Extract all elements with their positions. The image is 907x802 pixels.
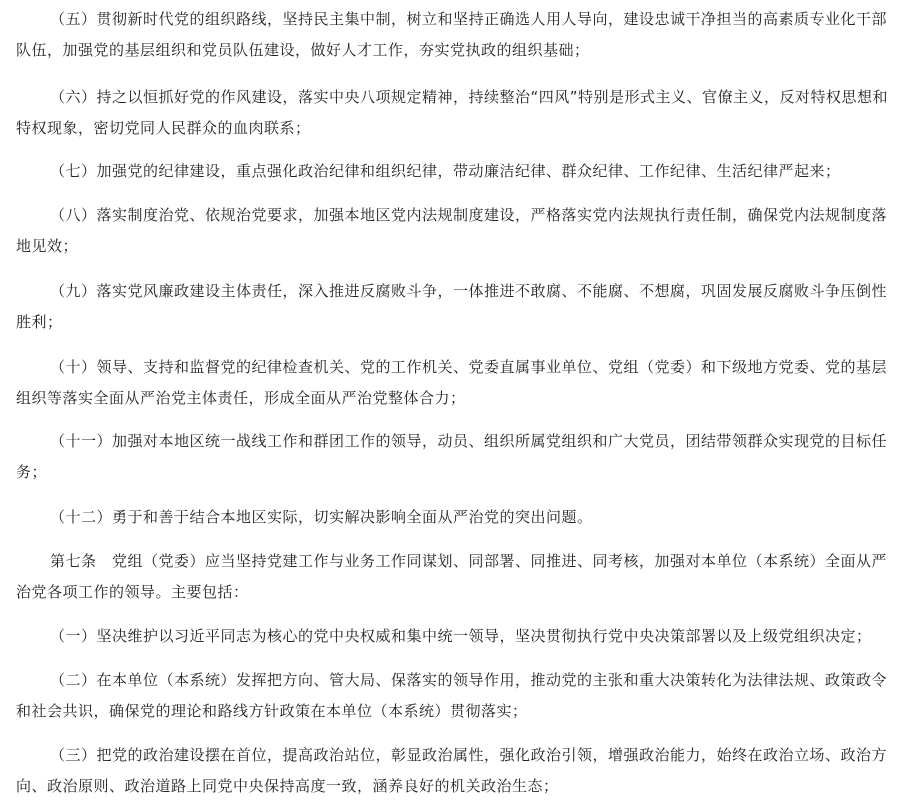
paragraph-item-10: （十）领导、支持和监督党的纪律检查机关、党的工作机关、党委直属事业单位、党组（党委）和下级地方党委、党的基层组织等落实全面从严治党主体责任，形成全面从严治党整体合力； [16, 358, 888, 407]
paragraph-item-5: （五）贯彻新时代党的组织路线，坚持民主集中制，树立和坚持正确选人用人导向，建设忠诚干净担当的高素质专业化干部队伍，加强党的基层组织和党员队伍建设，做好人才工作，夯实党执政的组织基础； [16, 10, 888, 59]
article-7-item-2: （二）在本单位（本系统）发挥把方向、管大局、保落实的领导作用，推动党的主张和重大决策转化为法律法规、政策政令和社会共识，确保党的理论和路线方针政策在本单位（本系统）贯彻落实； [16, 671, 888, 720]
paragraph-item-8: （八）落实制度治党、依规治党要求，加强本地区党内法规制度建设，严格落实党内法规执行责任制，确保党内法规制度落地见效； [16, 206, 888, 255]
article-7-item-1: （一）坚决维护以习近平同志为核心的党中央权威和集中统一领导，坚决贯彻执行党中央决策部署以及上级党组织决定； [50, 627, 872, 645]
paragraph-item-12: （十二）勇于和善于结合本地区实际，切实解决影响全面从严治党的突出问题。 [50, 508, 593, 526]
article-7-intro: 第七条 党组（党委）应当坚持党建工作与业务工作同谋划、同部署、同推进、同考核，加强对本单位（本系统）全面从严治党各项工作的领导。主要包括： [16, 552, 888, 601]
paragraph-item-6: （六）持之以恒抓好党的作风建设，落实中央八项规定精神，持续整治“四风”特别是形式主义、官僚主义，反对特权思想和特权现象，密切党同人民群众的血肉联系； [16, 88, 889, 137]
paragraph-item-7: （七）加强党的纪律建设，重点强化政治纪律和组织纪律，带动廉洁纪律、群众纪律、工作纪律、生活纪律严起来； [50, 162, 841, 180]
paragraph-item-9: （九）落实党风廉政建设主体责任，深入推进反腐败斗争，一体推进不敢腐、不能腐、不想腐，巩固发展反腐败斗争压倒性胜利； [16, 282, 888, 331]
article-7-item-3: （三）把党的政治建设摆在首位，提高政治站位，彰显政治属性，强化政治引领，增强政治能力，始终在政治立场、政治方向、政治原则、政治道路上同党中央保持高度一致，涵养良好的机关政治生态； [16, 746, 888, 795]
paragraph-item-11: （十一）加强对本地区统一战线工作和群团工作的领导，动员、组织所属党组织和广大党员，团结带领群众实现党的目标任务； [16, 432, 888, 481]
